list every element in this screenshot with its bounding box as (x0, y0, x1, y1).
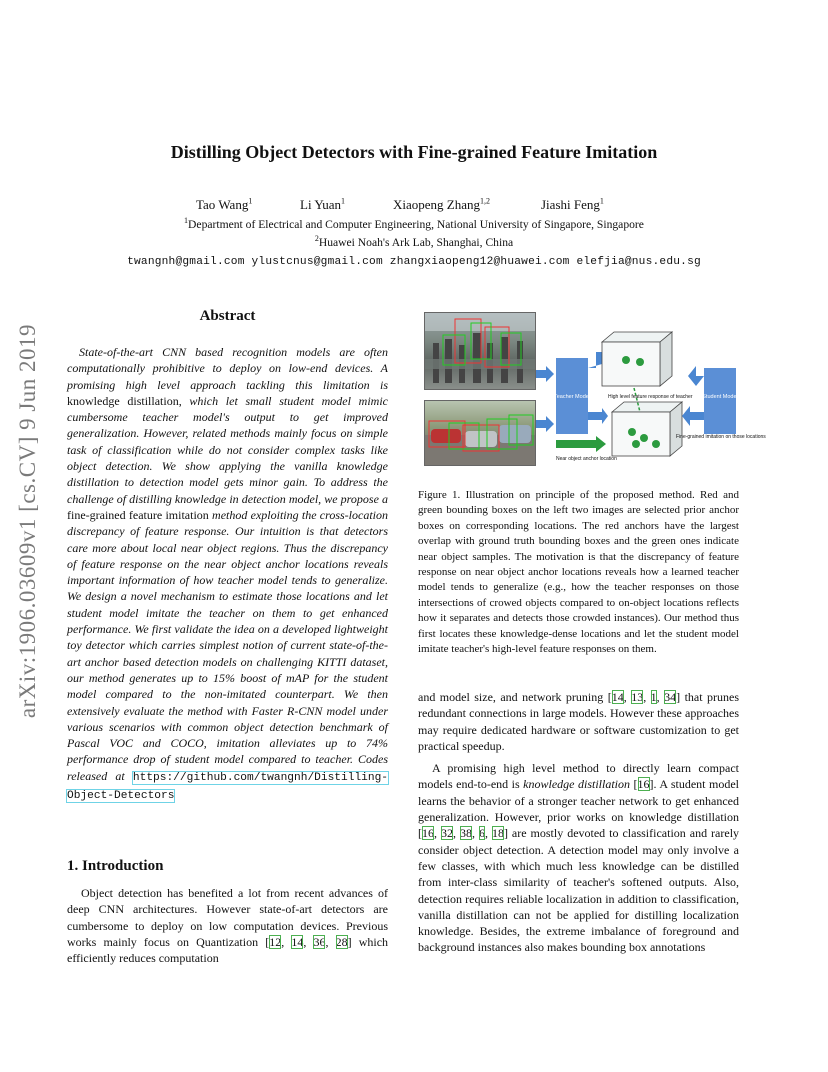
student-feature-cube (612, 402, 682, 456)
arrow-icon (688, 366, 704, 386)
car-photo-boxes (425, 401, 535, 465)
near-object-label: Near object anchor location (556, 456, 617, 462)
citation-link[interactable]: 16 (422, 826, 434, 841)
student-model-block (704, 368, 736, 434)
affiliation-2: $^2$Huawei Noah's Ark Lab, Shanghai, China (314, 234, 514, 249)
pedestrian-photo-boxes (425, 313, 535, 389)
fine-grained-label: Fine-grained imitation on those locations (676, 434, 766, 440)
car-photo (424, 400, 536, 466)
figure-1-caption: Figure 1. Illustration on principle of the proposed method. Red and green bounding boxes on the left two images are selected prior anchor boxes on corresponding locations. The red anchors have the largest overlap with ground truth bounding boxes and the green ones indicate near object samples. The motivation is that the discrepancy of feature response on near object anchor locations reveals how a learned teacher model tends to generalize (e.g., how the teacher responses on those intersections of crowed objects compared to on-object locations reflects how it separates and detects those crowded instances). Our method thus first locates these knowledge-dense locations and let the student model imitate teacher's high-level feature responses on them. (418, 489, 739, 656)
high-level-label: High level feature response of teacher (608, 394, 693, 400)
arrow-icon (556, 436, 606, 452)
code-url-link[interactable]: https://github.com/twangnh/Distilling-Object-Detectors (67, 771, 389, 803)
author-4: Jiashi Feng$^1$ (541, 196, 604, 212)
arrow-icon (682, 406, 704, 426)
arxiv-side-label: arXiv:1906.03609v1 [cs.CV] 9 Jun 2019 (15, 323, 40, 719)
citation-link[interactable]: 12 (269, 934, 282, 949)
affiliation-1: $^1$Department of Electrical and Computer Engineering, National University of Singapore, Singapore (184, 216, 644, 231)
citation-link[interactable]: 6 (478, 826, 485, 841)
abstract-body: State-of-the-art CNN based recognition models are often computationally prohibitive to deploy on low-end devices. A promising high level approach tackling this limitation is knowledge distillation, which let small student model mimic cumbersome teacher model's output to get improved generalization. However, related methods mainly focus on simple task of classification while do not consider complex tasks like object detection. We show applying the vanilla knowledge distillation to detection model gets minor gain. To address the challenge of distilling knowledge in detection model, we propose a fine-grained feature imitation method exploiting the cross-location discrepancy of feature response. Our intuition is that detectors care more about local near object regions. Thus the discrepancy of feature response on the near object anchor locations reveals important information of how teacher model tends to generalize. We design a novel mechanism to estimate those locations and let student model imitate the teacher on them to get enhanced performance. We first validate the idea on a developed lightweight toy detector which carries simplest notion of current state-of-the-art anchor based detection models on challenging KITTI dataset, our method generates up to 15% boost of mAP for the student model compared to the non-imitated counterpart. We then extensively evaluate the method with Faster R-CNN model under various scenarios with common object detection benchmark of Pascal VOC and COCO, imitation alleviates up to 74% performance drop of student model compared to teacher. Codes released at https://github.com/twangnh/Distilling-Object-Detectors (67, 345, 389, 803)
citation-link[interactable]: 18 (491, 826, 504, 841)
arrow-icon (536, 366, 554, 382)
pedestrian-photo (424, 312, 536, 390)
introduction-body: Object detection has benefited a lot from recent advances of deep CNN architectures. However state-of-art detectors are cumbersome to deploy on low computation devices. Previous works mainly focus on Quantization [12, 14, 36, 28] which efficiently reduces computation (67, 886, 389, 966)
citation-link[interactable]: 36 (313, 934, 326, 949)
arrow-icon (536, 416, 554, 432)
citation-link[interactable]: 1 (650, 690, 657, 704)
right-column-body: and model size, and network pruning [14, 13, 1, 34] that prunes redundant connections in large models. However these approaches may require dedicated hardware or software customization to get practical speedup. A promising high level method to directly learn compact models end-to-end is knowledge distillation [16]. A student model learns the behavior of a stronger teacher network to get enhanced generalization. However, prior works on knowledge distillation [16, 32, 38, 6, 18] are mostly devoted to classification and rarely consider object detection. A detection model may only involve a few classes, with which much less knowledge can be distilled from inter-class similarity of teacher's softened outputs. Also, detection requires reliable localization in addition to classification, vanilla distillation can not be applied for distilling localization knowledge. Besides, the extreme imbalance of foreground and background instances also makes bounding box annotations (418, 690, 740, 955)
citation-link[interactable]: 32 (440, 826, 453, 841)
teacher-label: Teacher Model (553, 394, 591, 400)
citation-link[interactable]: 16 (637, 777, 650, 792)
citation-link[interactable]: 34 (664, 690, 677, 704)
citation-link[interactable]: 38 (459, 826, 472, 841)
abstract-heading: Abstract (199, 308, 256, 324)
arrow-icon (588, 408, 608, 424)
student-label: Student Model (702, 394, 738, 400)
teacher-feature-cube (602, 332, 672, 386)
paper-title: Distilling Object Detectors with Fine-grained Feature Imitation (170, 142, 658, 162)
author-2: Li Yuan$^1$ (300, 196, 346, 212)
citation-link[interactable]: 14 (291, 934, 304, 949)
arrow-icon (588, 352, 602, 368)
author-3: Xiaopeng Zhang$^{1,2}$ (393, 196, 491, 212)
method-diagram (536, 312, 766, 470)
author-1: Tao Wang$^1$ (196, 196, 253, 212)
citation-link[interactable]: 13 (631, 690, 644, 704)
introduction-heading: 1. Introduction (67, 858, 164, 874)
citation-link[interactable]: 14 (611, 690, 624, 704)
figure-1 (424, 312, 766, 470)
citation-link[interactable]: 28 (335, 934, 348, 949)
author-emails: twangnh@gmail.com ylustcnus@gmail.com zhangxiaopeng12@huawei.com elefjia@nus.edu.sg (127, 256, 701, 268)
